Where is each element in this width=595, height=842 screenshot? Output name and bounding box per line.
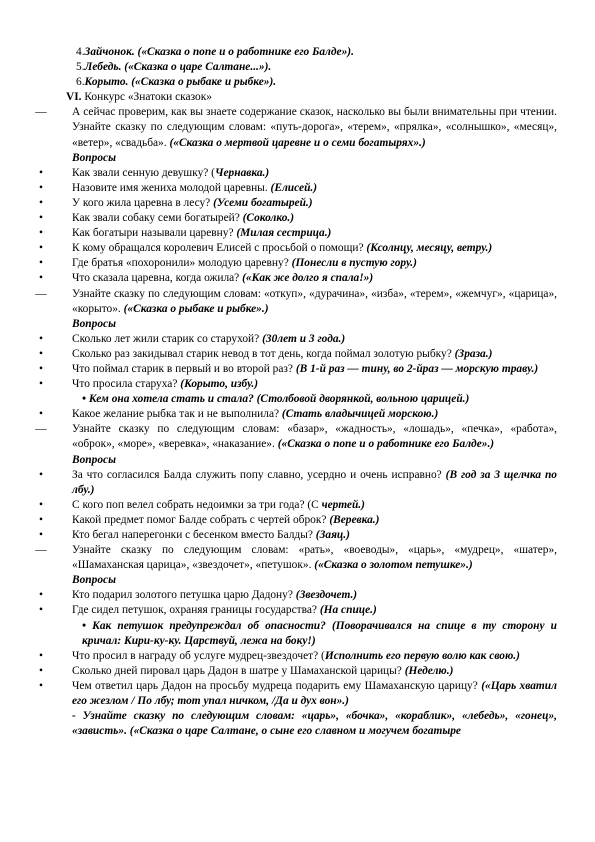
answer: (В 1-й раз — тину, во 2-йраз — морскую траву.) xyxy=(295,362,539,375)
last-task: - Узнайте сказку по следующим словам: «царь», «бочка», «кораблик», «лебедь», «гонец», «зависть». («Сказка о царе Салтане, о сыне его славном и могучем богатыре xyxy=(72,710,557,738)
answer: (30лет и 3 года.) xyxy=(262,332,346,345)
question: Сколько дней пировал царь Дадон в шатре у Шамаханской царицы? xyxy=(72,664,402,677)
item-text: Зайчонок. («Сказка о попе и о работнике его Балде»). xyxy=(84,46,354,58)
section-heading xyxy=(66,90,557,105)
bullet: • xyxy=(39,332,43,345)
question: Кто бегал наперегонки с бесенком вместо Балды? xyxy=(72,529,313,541)
list-item xyxy=(39,241,557,256)
task-paragraph xyxy=(35,543,557,573)
answer: Чернавка.) xyxy=(214,166,270,179)
list-item xyxy=(39,256,557,271)
bullet: • xyxy=(39,242,43,255)
answer: («Царь хватил его жезлом / По лбу; тот упал ничком, /Да и дух вон».) xyxy=(72,679,557,708)
question: Кто подарил золотого петушка царю Дадону? xyxy=(72,589,293,602)
answer: (Звездочет.) xyxy=(295,589,358,602)
list-item xyxy=(39,603,557,618)
questions-label: Вопросы xyxy=(72,453,116,466)
bullet: • xyxy=(39,378,43,391)
answer: (Корыто, избу.) xyxy=(180,378,259,391)
bullet: • xyxy=(39,227,43,240)
list-item xyxy=(39,196,557,211)
dash-marker: — xyxy=(35,106,47,119)
answer: Исполнить его первую волю как свою.) xyxy=(324,649,520,662)
question: Как богатыри называли царевну? xyxy=(72,227,234,240)
bullet: • xyxy=(39,196,43,209)
item-number: 6. xyxy=(76,76,85,89)
list-item xyxy=(39,271,557,286)
question: Сколько раз закидывал старик невод в тот день, когда поймал золотую рыбку? xyxy=(72,347,452,360)
bullet: • xyxy=(39,513,43,526)
answer: (Милая сестрица.) xyxy=(236,227,332,240)
questions-label: Вопросы xyxy=(72,151,116,164)
intro-answer: («Сказка о мертвой царевне и о семи богатырях».) xyxy=(169,136,426,149)
answer: (Заяц.) xyxy=(315,529,350,541)
bullet: • xyxy=(39,664,43,677)
list-item xyxy=(39,513,557,528)
answer: («Как же долго я спала!») xyxy=(242,272,374,285)
numbered-item xyxy=(76,75,557,90)
list-item xyxy=(39,377,557,392)
task-answer: («Сказка о золотом петушке».) xyxy=(314,559,473,572)
question: У кого жила царевна в лесу? xyxy=(72,196,211,209)
list-item xyxy=(39,166,557,181)
question: Где братья «похоронили» молодую царевну? xyxy=(72,257,289,270)
question: Что просила старуха? xyxy=(72,378,178,391)
question: Как звали сенную девушку? ( xyxy=(72,166,215,179)
list-item xyxy=(39,226,557,241)
list-item xyxy=(39,181,557,196)
question: Как звали собаку семи богатырей? xyxy=(72,212,240,225)
item-number: 5. xyxy=(76,61,85,74)
question: Что просил в награду об услуге мудрец-звездочет? ( xyxy=(72,649,325,662)
task-text: Узнайте сказку по следующим словам: «базар», «жадность», «лошадь», «печка», «работа», «оброк», «море», «веревка», «наказание». xyxy=(72,423,557,451)
list-item xyxy=(39,498,557,513)
bullet: • xyxy=(39,468,43,481)
bullet: • xyxy=(39,181,43,194)
bullet: • xyxy=(39,529,43,541)
answer: чертей.) xyxy=(321,498,365,511)
bullet: • xyxy=(39,166,43,179)
intro-text: А сейчас проверим, как вы знаете содержание сказок, насколько вы были внимательны при чтении. Узнайте сказку по следующим словам: «путь-дорога», «терем», «прялка», «солнышко», «месяц», «ветер», «свадьба». xyxy=(72,106,557,149)
list-item xyxy=(39,588,557,603)
answer: (Ксолнцу, месяцу, ветру.) xyxy=(366,242,493,255)
list-item xyxy=(39,332,557,347)
list-item xyxy=(39,664,557,679)
dash-marker: — xyxy=(35,544,47,557)
answer: (На спице.) xyxy=(319,604,377,617)
questions-label: Вопросы xyxy=(72,574,116,587)
answer: (Зраза.) xyxy=(454,347,493,360)
bullet: • xyxy=(39,498,43,511)
answer: (В год за 3 щелчка по лбу.) xyxy=(72,468,557,496)
question: Что сказала царевна, когда ожила? xyxy=(72,272,240,285)
list-item xyxy=(39,649,557,664)
list-item xyxy=(39,211,557,226)
bullet: • xyxy=(39,649,43,662)
question: Какой предмет помог Балде собрать с чертей оброк? xyxy=(72,513,327,526)
item-text: Корыто. («Сказка о рыбаке и рыбке»). xyxy=(84,76,277,89)
answer: (Стать владычицей морскою.) xyxy=(281,408,439,421)
questions-label: Вопросы xyxy=(72,317,116,330)
answer: (Елисей.) xyxy=(270,181,318,194)
list-item xyxy=(39,362,557,377)
section-number: VI. xyxy=(66,91,82,104)
bullet: • xyxy=(39,604,43,617)
task-text: Узнайте сказку по следующим словам: «откуп», «дурачина», «изба», «терем», «жемчуг», «царица», «корыто». xyxy=(72,287,557,315)
answer: (Усеми богатырей.) xyxy=(213,196,313,209)
question: Что поймал старик в первый и во второй раз? xyxy=(72,362,293,375)
item-text: Лебедь. («Сказка о царе Салтане...»). xyxy=(84,61,272,74)
answer: (Соколко.) xyxy=(242,212,295,225)
bullet: • xyxy=(39,272,43,285)
numbered-item xyxy=(76,45,557,60)
task-answer: («Сказка о попе и о работнике его Балде».) xyxy=(277,438,495,451)
question: К кому обращался королевич Елисей с просьбой о помощи? xyxy=(72,242,364,255)
dash-marker: — xyxy=(35,287,47,300)
numbered-item xyxy=(76,60,557,75)
question: С кого поп велел собрать недоимки за три года? (С xyxy=(72,498,319,511)
task-paragraph xyxy=(35,422,557,452)
list-item xyxy=(39,347,557,362)
question: Чем ответил царь Дадон на просьбу мудреца подарить ему Шамаханскую царицу? xyxy=(72,679,478,692)
answer: (Неделю.) xyxy=(404,664,454,677)
task-paragraph xyxy=(35,287,557,317)
task-text: Узнайте сказку по следующим словам: «рать», «воеводы», «царь», «мудрец», «шатер», «Шамаханская царица», «звездочет», «петушок». xyxy=(72,544,557,572)
question: Какое желание рыбка так и не выполнила? xyxy=(72,408,280,421)
task-answer: («Сказка о рыбаке и рыбке».) xyxy=(123,302,269,315)
bullet: • xyxy=(39,257,43,270)
question: Назовите имя жениха молодой царевны. xyxy=(72,181,268,194)
bullet: • xyxy=(39,212,43,225)
dash-marker: — xyxy=(35,423,47,436)
bullet: • xyxy=(39,679,43,692)
intro-paragraph xyxy=(35,105,557,150)
answer: (Веревка.) xyxy=(329,513,380,526)
list-item xyxy=(39,407,557,422)
answer: (Понесли в пустую гору.) xyxy=(291,257,417,270)
list-item xyxy=(39,528,557,543)
item-number: 4. xyxy=(76,46,85,58)
bullet: • xyxy=(39,408,43,421)
list-item xyxy=(39,679,557,709)
question: За что согласился Балда служить попу славно, усердно и очень исправно? xyxy=(72,468,442,481)
sub-question: • Кем она хотела стать и стала? (Столбовой дворянкой, вольною царицей.) xyxy=(82,393,470,406)
question: Где сидел петушок, охраняя границы государства? xyxy=(72,604,317,617)
sub-question: • Как петушок предупреждал об опасности? (Поворачивался на спице в ту сторону и кричал: Кири-ку-ку. Царствуй, лежа на боку!) xyxy=(82,619,557,647)
question: Сколько лет жили старик со старухой? xyxy=(72,332,260,345)
bullet: • xyxy=(39,589,43,602)
section-title: Конкурс «Знатоки сказок» xyxy=(84,91,212,104)
bullet: • xyxy=(39,347,43,360)
list-item xyxy=(39,468,557,498)
bullet: • xyxy=(39,362,43,375)
